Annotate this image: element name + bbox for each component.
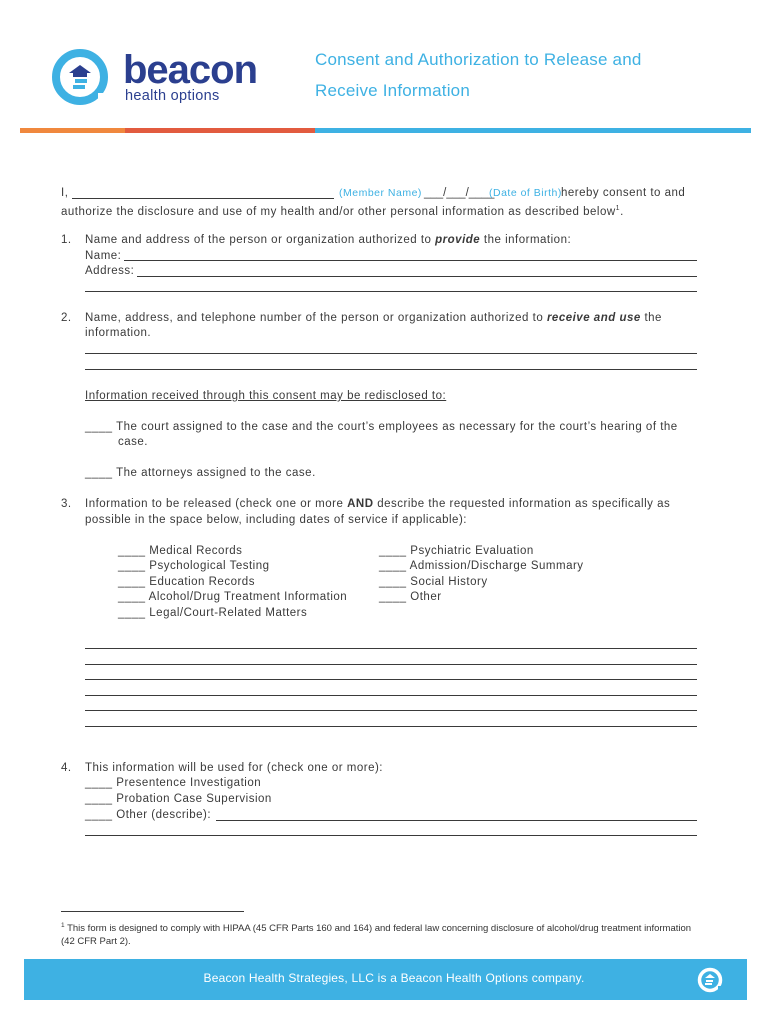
intro-line2: authorize the disclosure and use of my health and/or other personal information as described below$^1$. xyxy=(61,205,624,218)
option-psychiatric-evaluation[interactable]: ____ Psychiatric Evaluation xyxy=(379,545,534,557)
intro-prefix: I, xyxy=(61,187,69,199)
section-2-text: Name, address, and telephone number of the person or organization authorized to receive and use the xyxy=(85,312,662,324)
address-label: Address: xyxy=(85,265,135,277)
attorneys-option[interactable]: ____ The attorneys assigned to the case. xyxy=(85,467,316,479)
recipient-field-1[interactable] xyxy=(85,353,697,354)
option-presentence-investigation[interactable]: ____ Presentence Investigation xyxy=(85,777,262,789)
section-3-number: 3. xyxy=(61,498,72,510)
footnote xyxy=(61,919,701,948)
section-2-text-line2: information. xyxy=(85,327,152,339)
provider-name-field[interactable] xyxy=(124,260,697,261)
option-other[interactable]: ____ Other xyxy=(379,591,442,603)
dob-label: (Date of Birth) xyxy=(489,187,562,199)
section-4-number: 4. xyxy=(61,762,72,774)
page-title-line2: Receive Information xyxy=(315,81,470,100)
court-option-line2: case. xyxy=(118,436,148,448)
brand-name: beacon xyxy=(123,48,258,92)
description-line-1[interactable] xyxy=(85,648,697,649)
option-social-history[interactable]: ____ Social History xyxy=(379,576,488,588)
option-psychological-testing[interactable]: ____ Psychological Testing xyxy=(118,560,270,572)
footer-banner xyxy=(24,959,747,1000)
section-3-text-line2: possible in the space below, including dates of service if applicable): xyxy=(85,514,467,526)
member-name-label: (Member Name) xyxy=(339,187,422,199)
option-other-describe[interactable]: ____ Other (describe): xyxy=(85,809,212,821)
header-bar-red xyxy=(125,128,315,133)
description-line-4[interactable] xyxy=(85,695,697,696)
option-probation-supervision[interactable]: ____ Probation Case Supervision xyxy=(85,793,272,805)
option-medical-records[interactable]: ____ Medical Records xyxy=(118,545,243,557)
court-option[interactable]: ____ The court assigned to the case and the court’s employees as necessary for the court’s hearing of the xyxy=(85,421,678,433)
footer-beacon-mark-icon xyxy=(696,966,726,994)
footer-text: Beacon Health Strategies, LLC is a Beacon Health Options company. xyxy=(203,971,585,985)
other-describe-field-2[interactable] xyxy=(85,835,697,836)
provider-address-field-2[interactable] xyxy=(85,291,697,292)
footnote-marker: 1 xyxy=(61,922,65,929)
member-name-field[interactable] xyxy=(72,198,334,199)
section-3-text: Information to be released (check one or more AND describe the requested information as specifically as xyxy=(85,498,671,510)
description-line-3[interactable] xyxy=(85,679,697,680)
option-legal-court-matters[interactable]: ____ Legal/Court-Related Matters xyxy=(118,607,308,619)
section-2-number: 2. xyxy=(61,312,72,324)
other-describe-field[interactable] xyxy=(216,820,697,821)
footnote-separator xyxy=(61,911,244,912)
beacon-mark-icon xyxy=(52,45,112,107)
section-4-text: This information will be used for (check one or more): xyxy=(85,762,383,774)
description-line-6[interactable] xyxy=(85,726,697,727)
description-line-5[interactable] xyxy=(85,710,697,711)
option-admission-discharge[interactable]: ____ Admission/Discharge Summary xyxy=(379,560,584,572)
redisclose-heading: Information received through this consent may be redisclosed to: xyxy=(85,390,447,402)
option-education-records[interactable]: ____ Education Records xyxy=(118,576,255,588)
page-title-line1: Consent and Authorization to Release and xyxy=(315,50,642,69)
footnote-text: This form is designed to comply with HIPAA (45 CFR Parts 160 and 164) and federal law concerning disclosure of alcohol/drug treatment information (42 CFR Part 2). xyxy=(61,923,692,948)
option-alcohol-drug-treatment[interactable]: ____ Alcohol/Drug Treatment Information xyxy=(118,591,348,603)
description-line-2[interactable] xyxy=(85,664,697,665)
header-bar-blue xyxy=(315,128,751,133)
section-1-number: 1. xyxy=(61,234,72,246)
section-1-text: Name and address of the person or organization authorized to provide the information: xyxy=(85,234,572,246)
header-bar-orange xyxy=(20,128,125,133)
footnote-ref: 1 xyxy=(615,205,621,212)
brand-subtitle: health options xyxy=(125,88,220,104)
provider-address-field[interactable] xyxy=(137,276,697,277)
name-label: Name: xyxy=(85,250,122,262)
consent-text: hereby consent to and xyxy=(561,187,686,199)
dob-field[interactable]: ___/___/____ xyxy=(424,187,495,199)
recipient-field-2[interactable] xyxy=(85,369,697,370)
